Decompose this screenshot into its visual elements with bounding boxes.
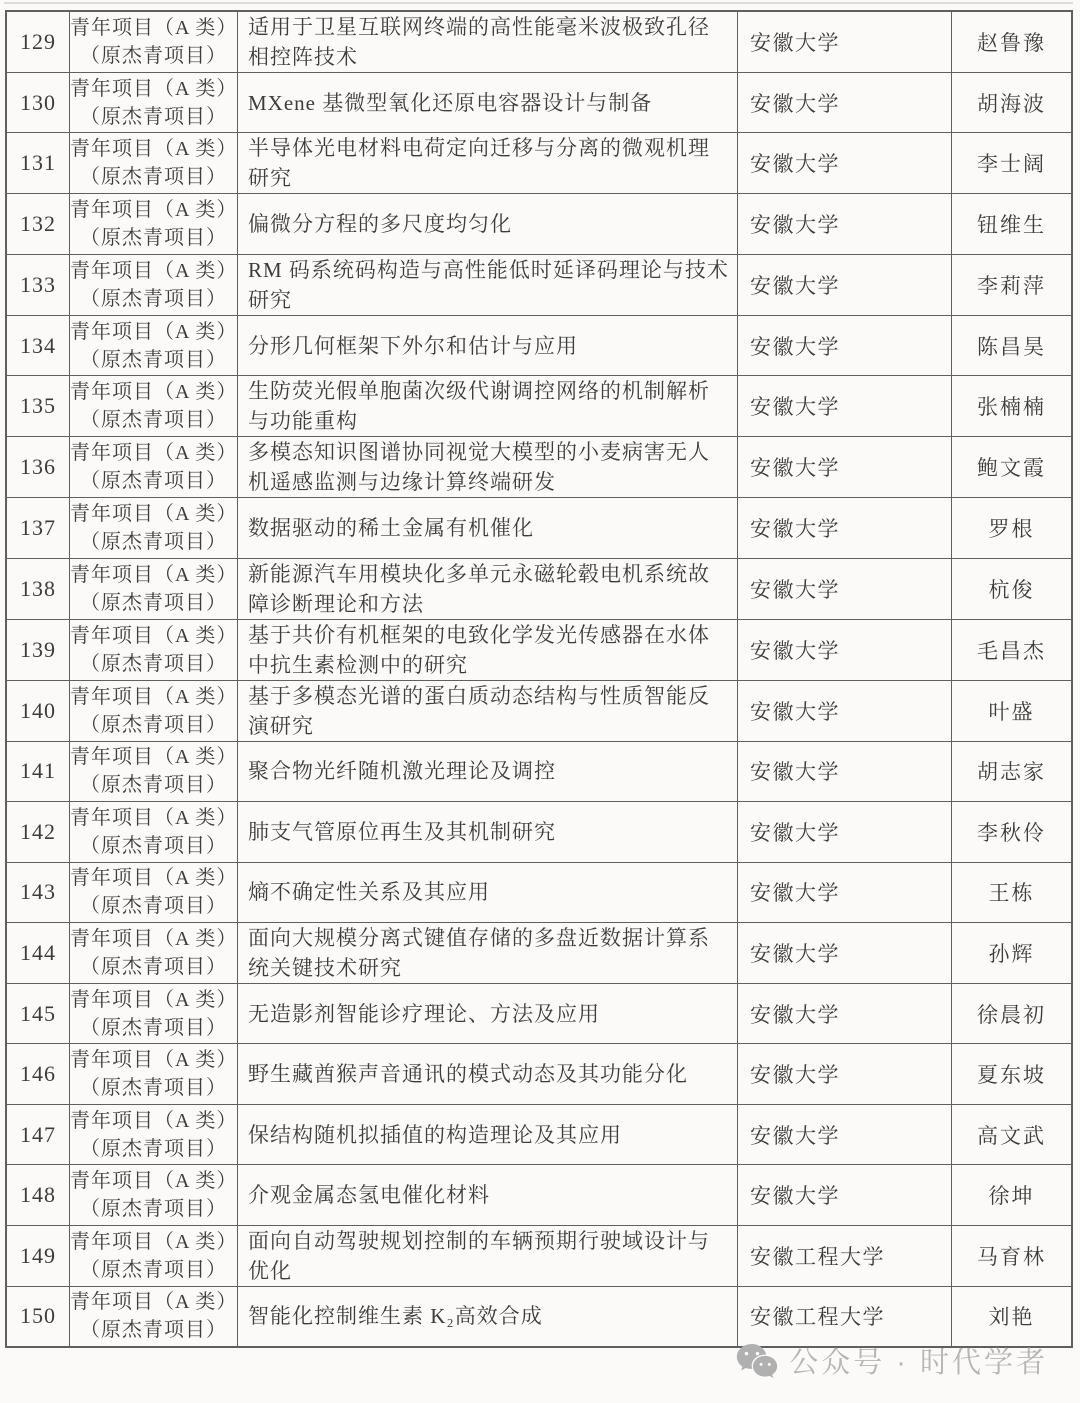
row-number: 138 xyxy=(20,575,56,601)
row-number: 150 xyxy=(20,1303,56,1329)
project-type-cell xyxy=(69,376,237,436)
project-title: 新能源汽车用模块化多单元永磁轮毂电机系统故障诊断理论和方法 xyxy=(248,561,710,616)
institution-cell xyxy=(737,742,951,801)
project-type-line2: （原杰青项目） xyxy=(80,774,227,797)
row-number: 132 xyxy=(20,211,56,237)
project-type-line1: 青年项目（A 类） xyxy=(70,1291,237,1314)
row-number: 137 xyxy=(20,514,56,540)
project-type-line2: （原杰青项目） xyxy=(80,287,227,310)
project-type-line2: （原杰青项目） xyxy=(80,834,227,857)
leader-name-cell xyxy=(951,742,1071,801)
leader-name-cell xyxy=(951,923,1071,983)
project-title-cell xyxy=(237,12,737,72)
leader-name-cell xyxy=(951,620,1071,680)
leader-name: 赵鲁豫 xyxy=(977,31,1046,55)
leader-name: 刘艳 xyxy=(988,1305,1035,1330)
project-type-line2: （原杰青项目） xyxy=(80,227,227,250)
project-type-line2: （原杰青项目） xyxy=(80,45,227,67)
institution: 安徽大学 xyxy=(750,760,840,785)
institution-cell xyxy=(737,802,951,861)
table-row xyxy=(7,862,1071,922)
institution-cell xyxy=(737,498,951,557)
row-number-cell xyxy=(7,194,69,253)
leader-name: 罗根 xyxy=(988,516,1035,541)
wechat-icon xyxy=(735,1342,779,1380)
project-title-cell xyxy=(237,559,737,619)
row-number: 133 xyxy=(20,271,56,297)
watermark-text: 公众号 · 时代学者 xyxy=(789,1347,1048,1379)
leader-name-cell xyxy=(951,12,1071,72)
project-type-line1: 青年项目（A 类） xyxy=(70,1109,237,1132)
row-number: 147 xyxy=(20,1121,56,1147)
institution-cell xyxy=(737,923,951,983)
row-number-cell xyxy=(7,559,69,619)
row-number: 139 xyxy=(20,636,56,662)
leader-name-cell xyxy=(951,133,1071,193)
institution: 安徽大学 xyxy=(750,1063,840,1088)
table-row xyxy=(7,1104,1071,1164)
row-number: 134 xyxy=(20,332,56,358)
institution-cell xyxy=(737,437,951,497)
row-number-cell xyxy=(7,802,69,861)
project-title-cell xyxy=(237,316,737,375)
institution-cell xyxy=(737,863,951,922)
project-type-cell xyxy=(69,1165,237,1224)
project-title: 偏微分方程的多尺度均匀化 xyxy=(248,212,512,237)
project-type-line1: 青年项目（A 类） xyxy=(70,867,237,890)
project-title: 基于共价有机框架的电致化学发光传感器在水体中抗生素检测中的研究 xyxy=(248,622,710,677)
leader-name: 夏东坡 xyxy=(977,1063,1046,1088)
project-type-line1: 青年项目（A 类） xyxy=(70,1169,237,1192)
row-number: 141 xyxy=(20,758,56,784)
table-row xyxy=(7,1043,1071,1103)
project-title: 面向自动驾驶规划控制的车辆预期行驶域设计与优化 xyxy=(248,1228,710,1283)
project-type-line1: 青年项目（A 类） xyxy=(70,442,237,465)
leader-name-cell xyxy=(951,1105,1071,1164)
project-title: 生防荧光假单胞菌次级代谢调控网络的机制解析与功能重构 xyxy=(248,379,710,434)
leader-name: 徐晨初 xyxy=(977,1002,1046,1027)
project-title: 保结构随机拟插值的构造理论及其应用 xyxy=(248,1122,622,1147)
project-type-line2: （原杰青项目） xyxy=(80,1077,227,1100)
table-row xyxy=(7,375,1071,436)
institution: 安徽大学 xyxy=(750,516,840,541)
project-title-cell xyxy=(237,1287,737,1346)
leader-name: 李秋伶 xyxy=(977,820,1046,845)
project-type-cell xyxy=(69,194,237,253)
project-type-cell xyxy=(69,255,237,315)
leader-name: 陈昌昊 xyxy=(977,334,1046,359)
project-type-line2: （原杰青项目） xyxy=(80,470,227,493)
project-type-line2: （原杰青项目） xyxy=(80,348,227,371)
project-type-line2: （原杰青项目） xyxy=(80,895,227,918)
project-type-cell xyxy=(69,863,237,922)
project-title: 智能化控制维生素 K₂高效合成 xyxy=(248,1304,543,1329)
row-number-cell xyxy=(7,437,69,497)
table-row xyxy=(7,72,1071,132)
project-type-cell xyxy=(69,133,237,193)
project-type-line1: 青年项目（A 类） xyxy=(70,746,237,769)
institution-cell xyxy=(737,1287,951,1346)
project-title-cell xyxy=(237,437,737,497)
project-title-cell xyxy=(237,802,737,861)
row-number: 148 xyxy=(20,1181,56,1207)
project-title-cell xyxy=(237,923,737,983)
table-row xyxy=(7,922,1071,983)
table-row xyxy=(7,1225,1071,1286)
institution: 安徽工程大学 xyxy=(750,1244,885,1269)
project-type-cell xyxy=(69,1105,237,1164)
row-number-cell xyxy=(7,1287,69,1346)
table-row xyxy=(7,741,1071,801)
row-number-cell xyxy=(7,73,69,132)
row-number: 140 xyxy=(20,697,56,723)
project-type-cell xyxy=(69,742,237,801)
institution: 安徽大学 xyxy=(750,1123,840,1148)
leader-name-cell xyxy=(951,1287,1071,1346)
row-number: 129 xyxy=(20,29,56,54)
project-type-cell xyxy=(69,12,237,72)
project-type-cell xyxy=(69,559,237,619)
row-number-cell xyxy=(7,498,69,557)
row-number-cell xyxy=(7,1105,69,1164)
project-title: RM 码系统码构造与高性能低时延译码理论与技术研究 xyxy=(248,257,729,312)
institution: 安徽大学 xyxy=(750,213,840,238)
project-title: 半导体光电材料电荷定向迁移与分离的微观机理研究 xyxy=(248,136,710,191)
table-row xyxy=(7,497,1071,557)
project-type-line2: （原杰青项目） xyxy=(80,652,227,675)
row-number: 130 xyxy=(20,89,56,115)
row-number-cell xyxy=(7,923,69,983)
project-type-line1: 青年项目（A 类） xyxy=(70,320,237,343)
table-row xyxy=(7,436,1071,497)
leader-name-cell xyxy=(951,255,1071,315)
institution: 安徽大学 xyxy=(750,638,840,663)
leader-name-cell xyxy=(951,1044,1071,1103)
leader-name-cell xyxy=(951,681,1071,741)
institution: 安徽工程大学 xyxy=(750,1305,885,1330)
project-type-line2: （原杰青项目） xyxy=(80,409,227,432)
row-number-cell xyxy=(7,863,69,922)
project-type-line1: 青年项目（A 类） xyxy=(70,1230,237,1253)
institution-cell xyxy=(737,681,951,741)
leader-name: 鲍文霞 xyxy=(977,456,1046,481)
leader-name: 李士阔 xyxy=(977,152,1046,177)
row-number-cell xyxy=(7,133,69,193)
table-row xyxy=(7,1286,1071,1346)
row-number-cell xyxy=(7,1226,69,1286)
project-type-cell xyxy=(69,681,237,741)
institution: 安徽大学 xyxy=(750,1183,840,1208)
leader-name-cell xyxy=(951,194,1071,253)
institution-cell xyxy=(737,1226,951,1286)
table-row xyxy=(7,619,1071,680)
leader-name: 孙辉 xyxy=(988,941,1035,966)
project-type-line2: （原杰青项目） xyxy=(80,105,227,128)
row-number: 135 xyxy=(20,393,56,419)
institution: 安徽大学 xyxy=(750,91,840,116)
institution: 安徽大学 xyxy=(750,699,840,724)
leader-name: 李莉萍 xyxy=(977,273,1046,298)
institution-cell xyxy=(737,133,951,193)
institution-cell xyxy=(737,255,951,315)
project-type-line2: （原杰青项目） xyxy=(80,1319,227,1342)
project-title: 数据驱动的稀土金属有机催化 xyxy=(248,515,534,540)
row-number: 143 xyxy=(20,879,56,905)
institution-cell xyxy=(737,194,951,253)
project-type-cell xyxy=(69,620,237,680)
project-type-line2: （原杰青项目） xyxy=(80,166,227,189)
project-type-cell xyxy=(69,1226,237,1286)
project-type-cell xyxy=(69,1287,237,1346)
leader-name-cell xyxy=(951,1226,1071,1286)
project-type-line2: （原杰青项目） xyxy=(80,1258,227,1281)
institution: 安徽大学 xyxy=(750,881,840,906)
project-type-cell xyxy=(69,802,237,861)
leader-name-cell xyxy=(951,863,1071,922)
project-type-line2: （原杰青项目） xyxy=(80,955,227,978)
institution: 安徽大学 xyxy=(750,395,840,420)
project-title-cell xyxy=(237,1165,737,1224)
row-number-cell xyxy=(7,620,69,680)
table-row xyxy=(7,558,1071,619)
project-type-line2: （原杰青项目） xyxy=(80,1016,227,1039)
institution: 安徽大学 xyxy=(750,152,840,177)
project-type-line1: 青年项目（A 类） xyxy=(70,988,237,1011)
leader-name-cell xyxy=(951,984,1071,1043)
row-number: 136 xyxy=(20,454,56,480)
project-type-line1: 青年项目（A 类） xyxy=(70,806,237,829)
leader-name: 高文武 xyxy=(977,1123,1046,1148)
institution: 安徽大学 xyxy=(750,941,840,966)
table-row xyxy=(7,132,1071,193)
institution-cell xyxy=(737,12,951,72)
project-title: 多模态知识图谱协同视觉大模型的小麦病害无人机遥感监测与边缘计算终端研发 xyxy=(248,440,710,495)
row-number-cell xyxy=(7,316,69,375)
leader-name-cell xyxy=(951,316,1071,375)
project-title-cell xyxy=(237,255,737,315)
project-title: 熵不确定性关系及其应用 xyxy=(248,880,490,905)
table-row xyxy=(7,315,1071,375)
project-type-cell xyxy=(69,923,237,983)
institution-cell xyxy=(737,73,951,132)
project-type-line1: 青年项目（A 类） xyxy=(70,1049,237,1072)
row-number: 149 xyxy=(20,1242,56,1268)
project-type-line1: 青年项目（A 类） xyxy=(70,502,237,525)
leader-name: 胡海波 xyxy=(977,91,1046,116)
row-number: 146 xyxy=(20,1061,56,1087)
project-type-line1: 青年项目（A 类） xyxy=(70,77,237,100)
project-type-line2: （原杰青项目） xyxy=(80,713,227,736)
project-type-cell xyxy=(69,437,237,497)
project-type-line2: （原杰青项目） xyxy=(80,530,227,553)
institution-cell xyxy=(737,1165,951,1224)
institution: 安徽大学 xyxy=(750,273,840,298)
row-number-cell xyxy=(7,1165,69,1224)
photo-crop-artifact xyxy=(4,2,1073,4)
project-title: MXene 基微型氧化还原电容器设计与制备 xyxy=(248,90,653,115)
project-title: 肺支气管原位再生及其机制研究 xyxy=(248,819,556,844)
leader-name: 徐坤 xyxy=(988,1183,1035,1208)
project-title: 分形几何框架下外尔和估计与应用 xyxy=(248,333,578,358)
project-title: 面向大规模分离式键值存储的多盘近数据计算系统关键技术研究 xyxy=(248,925,710,980)
project-title-cell xyxy=(237,194,737,253)
table-row xyxy=(7,680,1071,741)
project-type-line1: 青年项目（A 类） xyxy=(70,563,237,586)
project-type-line1: 青年项目（A 类） xyxy=(70,138,237,161)
row-number-cell xyxy=(7,12,69,72)
project-title-cell xyxy=(237,73,737,132)
project-type-line1: 青年项目（A 类） xyxy=(70,927,237,950)
institution-cell xyxy=(737,316,951,375)
project-type-line1: 青年项目（A 类） xyxy=(70,17,237,39)
project-type-line1: 青年项目（A 类） xyxy=(70,199,237,222)
leader-name: 马育林 xyxy=(977,1244,1046,1269)
project-type-line2: （原杰青项目） xyxy=(80,1137,227,1160)
project-title-cell xyxy=(237,498,737,557)
table-row xyxy=(7,254,1071,315)
leader-name-cell xyxy=(951,1165,1071,1224)
project-title: 基于多模态光谱的蛋白质动态结构与性质智能反演研究 xyxy=(248,683,710,738)
institution-cell xyxy=(737,559,951,619)
table-row xyxy=(7,983,1071,1043)
project-type-line2: （原杰青项目） xyxy=(80,591,227,614)
project-title-cell xyxy=(237,863,737,922)
row-number-cell xyxy=(7,742,69,801)
project-type-line1: 青年项目（A 类） xyxy=(70,381,237,404)
row-number-cell xyxy=(7,1044,69,1103)
project-type-cell xyxy=(69,984,237,1043)
project-title: 适用于卫星互联网终端的高性能毫米波极致孔径相控阵技术 xyxy=(248,15,710,69)
row-number: 144 xyxy=(20,939,56,965)
leader-name: 胡志家 xyxy=(977,760,1046,785)
institution-cell xyxy=(737,376,951,436)
leader-name-cell xyxy=(951,376,1071,436)
table-row xyxy=(7,801,1071,861)
project-type-cell xyxy=(69,1044,237,1103)
leader-name-cell xyxy=(951,498,1071,557)
row-number-cell xyxy=(7,681,69,741)
table-row xyxy=(7,12,1071,72)
leader-name: 杭俊 xyxy=(988,577,1035,602)
leader-name: 张楠楠 xyxy=(977,395,1046,420)
row-number: 145 xyxy=(20,1000,56,1026)
project-title: 野生藏酋猴声音通讯的模式动态及其功能分化 xyxy=(248,1062,688,1087)
watermark xyxy=(735,1340,1048,1381)
table-row xyxy=(7,1164,1071,1224)
institution: 安徽大学 xyxy=(750,1002,840,1027)
leader-name-cell xyxy=(951,802,1071,861)
leader-name: 王栋 xyxy=(988,881,1035,906)
institution-cell xyxy=(737,1044,951,1103)
project-title-cell xyxy=(237,1226,737,1286)
row-number-cell xyxy=(7,984,69,1043)
institution-cell xyxy=(737,984,951,1043)
leader-name-cell xyxy=(951,73,1071,132)
project-type-cell xyxy=(69,316,237,375)
leader-name-cell xyxy=(951,559,1071,619)
project-type-line2: （原杰青项目） xyxy=(80,1197,227,1220)
project-type-cell xyxy=(69,498,237,557)
institution-cell xyxy=(737,1105,951,1164)
institution: 安徽大学 xyxy=(750,456,840,481)
leader-name: 叶盛 xyxy=(988,699,1035,724)
project-title-cell xyxy=(237,681,737,741)
project-type-line1: 青年项目（A 类） xyxy=(70,685,237,708)
leader-name: 毛昌杰 xyxy=(977,638,1046,663)
project-title-cell xyxy=(237,620,737,680)
projects-table xyxy=(5,10,1073,1348)
institution-cell xyxy=(737,620,951,680)
institution: 安徽大学 xyxy=(750,31,840,55)
project-type-cell xyxy=(69,73,237,132)
row-number-cell xyxy=(7,255,69,315)
row-number: 142 xyxy=(20,818,56,844)
leader-name-cell xyxy=(951,437,1071,497)
project-title-cell xyxy=(237,1105,737,1164)
institution: 安徽大学 xyxy=(750,820,840,845)
project-title-cell xyxy=(237,376,737,436)
project-type-line1: 青年项目（A 类） xyxy=(70,624,237,647)
table-row xyxy=(7,193,1071,253)
project-title: 聚合物光纤随机激光理论及调控 xyxy=(248,759,556,784)
row-number: 131 xyxy=(20,150,56,176)
project-title: 无造影剂智能诊疗理论、方法及应用 xyxy=(248,1001,600,1026)
project-title-cell xyxy=(237,742,737,801)
project-title: 介观金属态氢电催化材料 xyxy=(248,1182,490,1207)
institution: 安徽大学 xyxy=(750,577,840,602)
project-title-cell xyxy=(237,133,737,193)
leader-name: 钮维生 xyxy=(977,213,1046,238)
project-type-line1: 青年项目（A 类） xyxy=(70,259,237,282)
project-title-cell xyxy=(237,1044,737,1103)
project-title-cell xyxy=(237,984,737,1043)
row-number-cell xyxy=(7,376,69,436)
institution: 安徽大学 xyxy=(750,334,840,359)
